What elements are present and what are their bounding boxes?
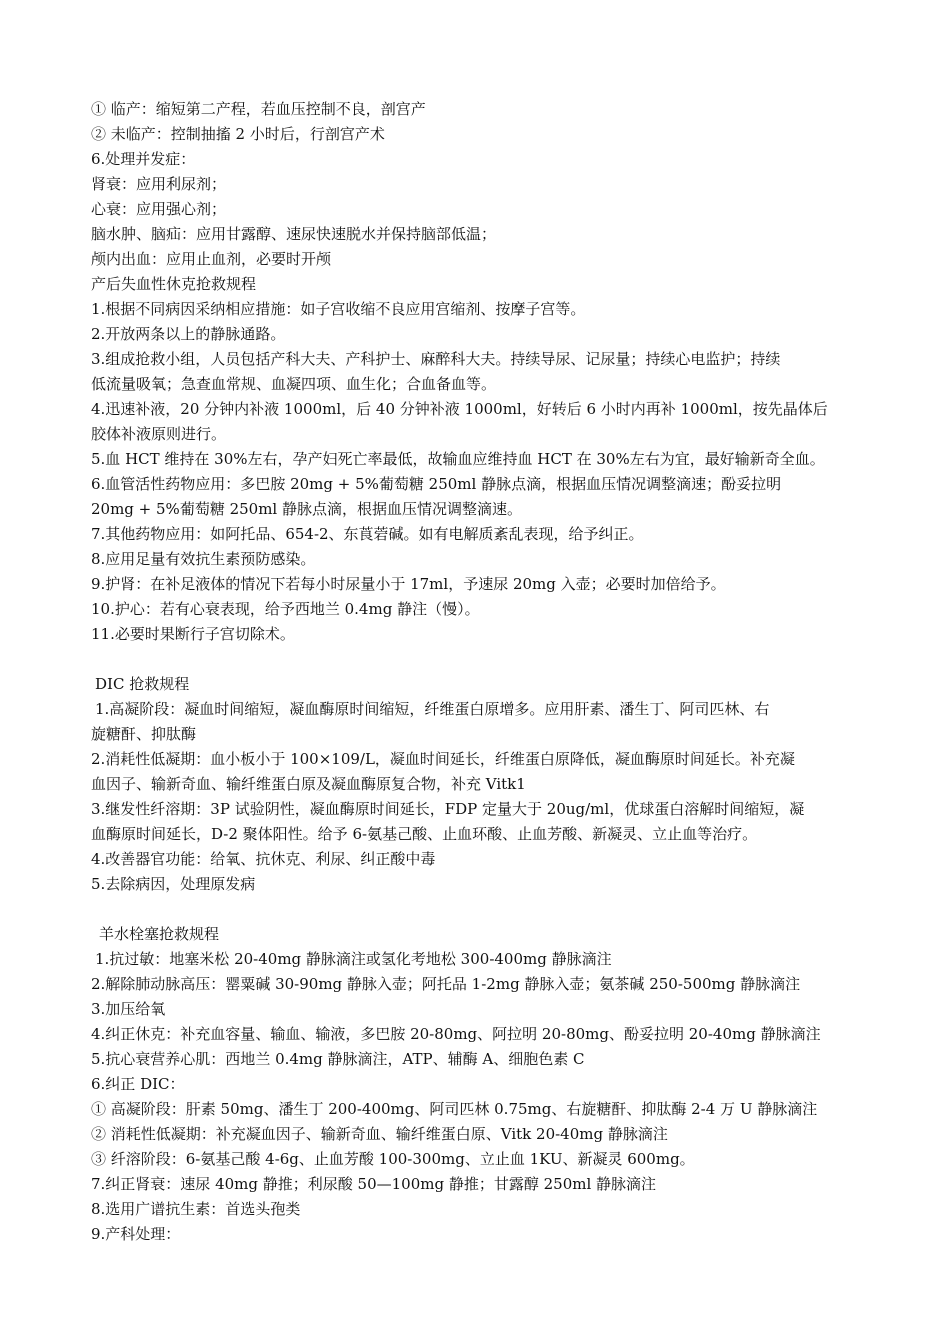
text-line: ① 临产：缩短第二产程，若血压控制不良，剖宫产 bbox=[91, 100, 426, 118]
dic-item: 4.改善器官功能：给氧、抗休克、利尿、纠正酸中毒 bbox=[91, 850, 436, 868]
dic-item: 1.高凝阶段：凝血时间缩短，凝血酶原时间缩短，纤维蛋白原增多。应用肝素、潘生丁、阿司匹林、右 bbox=[95, 700, 770, 718]
afe-item: 8.选用广谱抗生素：首选头孢类 bbox=[91, 1200, 301, 1218]
afe-item: 4.纠正休克：补充血容量、输血、输液，多巴胺 20-80mg、阿拉明 20-80mg、酚妥拉明 20-40mg 静脉滴注 bbox=[91, 1025, 821, 1043]
pph-item: 5.血 HCT 维持在 30%左右，孕产妇死亡率最低，故输血应维持血 HCT 在 30%左右为宜，最好输新奇全血。 bbox=[91, 450, 825, 468]
dic-item: 3.继发性纤溶期：3P 试验阴性，凝血酶原时间延长，FDP 定量大于 20ug/ml，优球蛋白溶解时间缩短，凝 bbox=[91, 800, 805, 818]
text-line: 脑水肿、脑疝：应用甘露醇、速尿快速脱水并保持脑部低温； bbox=[91, 225, 497, 243]
section-spacer bbox=[91, 897, 881, 922]
pph-item: 胶体补液原则进行。 bbox=[91, 425, 227, 443]
text-line: 肾衰：应用利尿剂； bbox=[91, 175, 227, 193]
afe-item: 6.纠正 DIC： bbox=[91, 1075, 185, 1093]
section-title-afe: 羊水栓塞抢救规程 bbox=[99, 925, 220, 943]
pph-item: 4.迅速补液，20 分钟内补液 1000ml，后 40 分钟补液 1000ml，好转后 6 小时内再补 1000ml，按先晶体后 bbox=[91, 400, 828, 418]
afe-item: 1.抗过敏：地塞米松 20-40mg 静脉滴注或氢化考地松 300-400mg 静脉滴注 bbox=[95, 950, 612, 968]
afe-item: ② 消耗性低凝期：补充凝血因子、输新奇血、输纤维蛋白原、Vitk 20-40mg 静脉滴注 bbox=[91, 1125, 668, 1143]
text-line: ② 未临产：控制抽搐 2 小时后，行剖宫产术 bbox=[91, 125, 385, 143]
document-page bbox=[91, 97, 881, 1247]
section-title-pph: 产后失血性休克抢救规程 bbox=[91, 275, 257, 293]
pph-item: 3.组成抢救小组，人员包括产科大夫、产科护士、麻醉科大夫。持续导尿、记尿量；持续心电监护；持续 bbox=[91, 350, 781, 368]
afe-item: 3.加压给氧 bbox=[91, 1000, 166, 1018]
dic-item: 血因子、输新奇血、输纤维蛋白原及凝血酶原复合物，补充 Vitk1 bbox=[91, 775, 526, 793]
pph-item: 7.其他药物应用：如阿托品、654-2、东莨菪碱。如有电解质紊乱表现，给予纠正。 bbox=[91, 525, 644, 543]
section-title-dic: DIC 抢救规程 bbox=[95, 675, 190, 693]
afe-item: 7.纠正肾衰：速尿 40mg 静推；利尿酸 50—100mg 静推；甘露醇 250ml 静脉滴注 bbox=[91, 1175, 657, 1193]
afe-item: 2.解除肺动脉高压：罂粟碱 30-90mg 静脉入壶；阿托品 1-2mg 静脉入壶；氨茶碱 250-500mg 静脉滴注 bbox=[91, 975, 801, 993]
afe-item: 9.产科处理： bbox=[91, 1225, 181, 1243]
pph-item: 6.血管活性药物应用：多巴胺 20mg + 5%葡萄糖 250ml 静脉点滴，根据血压情况调整滴速；酚妥拉明 bbox=[91, 475, 782, 493]
afe-item: ① 高凝阶段：肝素 50mg、潘生丁 200-400mg、阿司匹林 0.75mg、右旋糖酐、抑肽酶 2-4 万 U 静脉滴注 bbox=[91, 1100, 818, 1118]
text-line: 6.处理并发症： bbox=[91, 150, 196, 168]
pph-item: 9.护肾：在补足液体的情况下若每小时尿量小于 17ml，予速尿 20mg 入壶；必要时加倍给予。 bbox=[91, 575, 726, 593]
pph-item: 10.护心：若有心衰表现，给予西地兰 0.4mg 静注（慢）。 bbox=[91, 600, 480, 618]
pph-item: 1.根据不同病因采纳相应措施：如子宫收缩不良应用宫缩剂、按摩子宫等。 bbox=[91, 300, 586, 318]
afe-item: ③ 纤溶阶段：6-氨基己酸 4-6g、止血芳酸 100-300mg、立止血 1KU、新凝灵 600mg。 bbox=[91, 1150, 695, 1168]
text-line: 心衰：应用强心剂； bbox=[91, 200, 227, 218]
pph-item: 11.必要时果断行子宫切除术。 bbox=[91, 625, 295, 643]
afe-item: 5.抗心衰营养心肌：西地兰 0.4mg 静脉滴注，ATP、辅酶 A、细胞色素 C bbox=[91, 1050, 585, 1068]
dic-item: 血酶原时间延长，D-2 聚体阳性。给予 6-氨基己酸、止血环酸、止血芳酸、新凝灵、立止血等治疗。 bbox=[91, 825, 758, 843]
pph-item: 8.应用足量有效抗生素预防感染。 bbox=[91, 550, 316, 568]
section-spacer bbox=[91, 647, 881, 672]
dic-item: 旋糖酐、抑肽酶 bbox=[91, 725, 197, 743]
dic-item: 5.去除病因，处理原发病 bbox=[91, 875, 256, 893]
pph-item: 20mg + 5%葡萄糖 250ml 静脉点滴，根据血压情况调整滴速。 bbox=[91, 500, 523, 518]
dic-item: 2.消耗性低凝期：血小板小于 100×109/L，凝血时间延长，纤维蛋白原降低，凝血酶原时间延长。补充凝 bbox=[91, 750, 795, 768]
pph-item: 低流量吸氧；急查血常规、血凝四项、血生化；合血备血等。 bbox=[91, 375, 497, 393]
pph-item: 2.开放两条以上的静脉通路。 bbox=[91, 325, 286, 343]
text-line: 颅内出血：应用止血剂，必要时开颅 bbox=[91, 250, 332, 268]
